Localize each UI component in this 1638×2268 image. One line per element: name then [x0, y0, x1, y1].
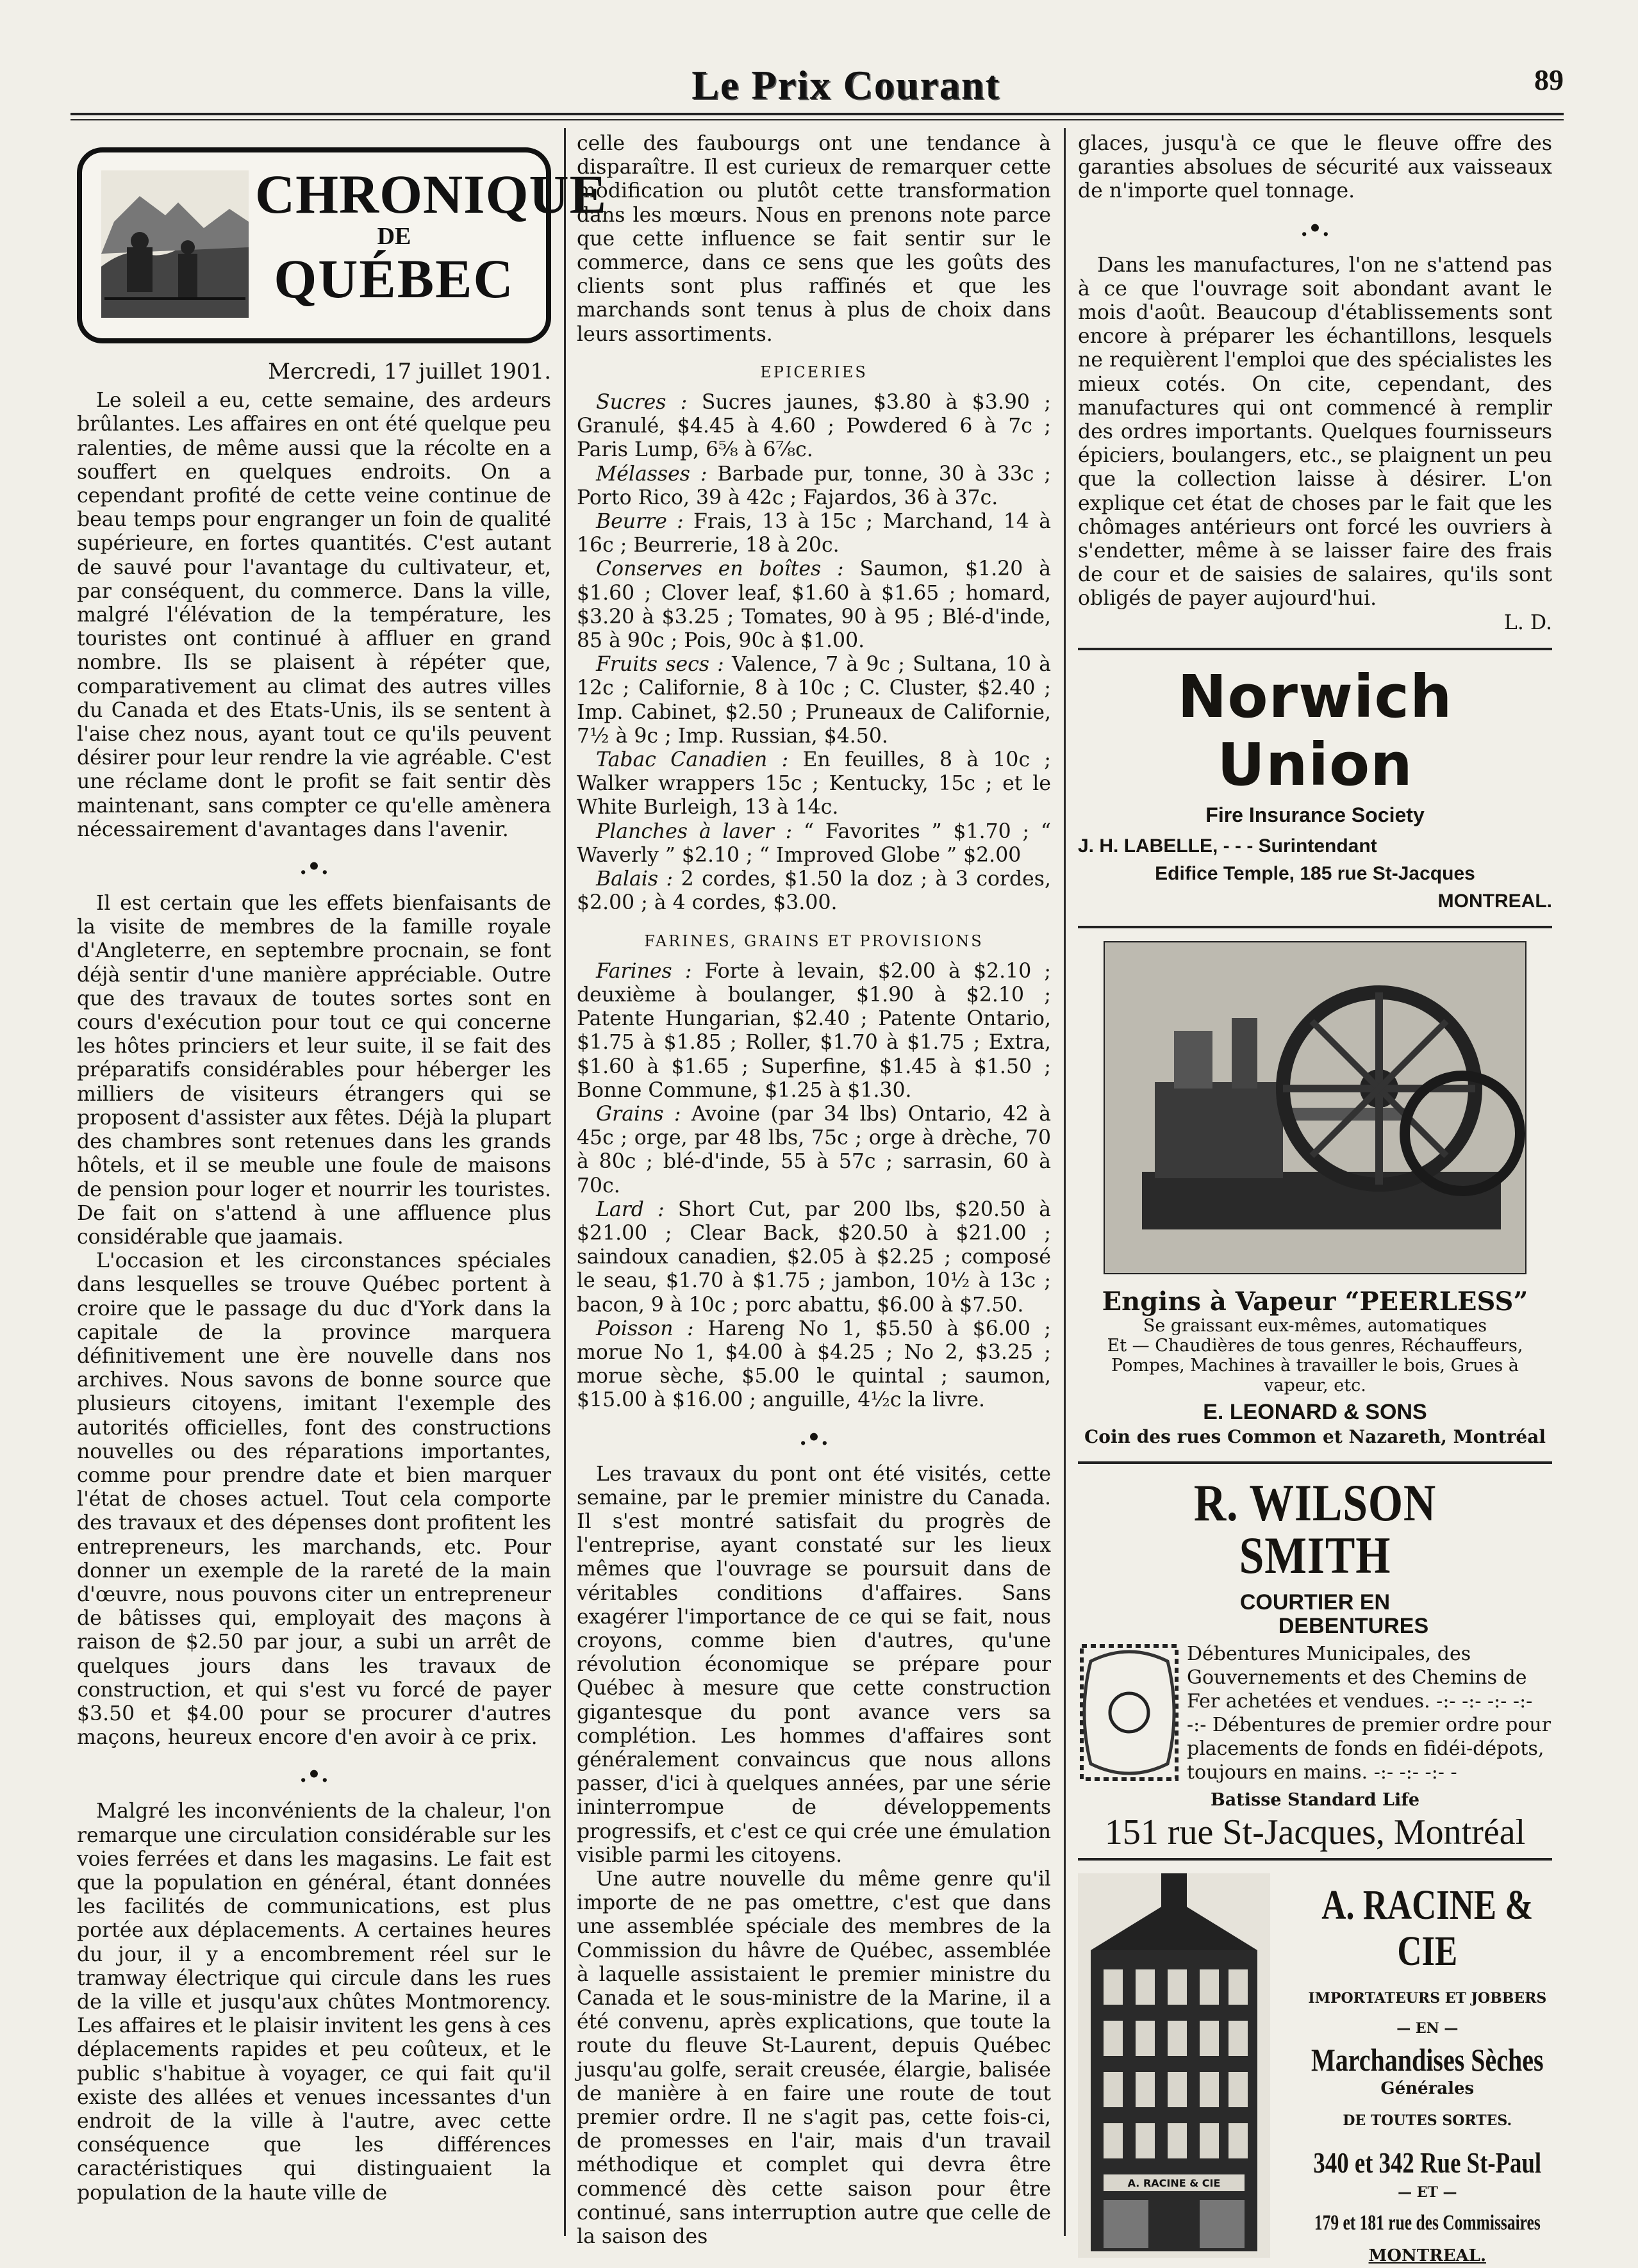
price-entry: Lard : Short Cut, par 200 lbs, $20.50 à $21.00 ; Clear Back, $20.50 à $21.00 ; saindoux canadien, $2.05 à $2.25 ; composé le seau, $1.70 à $1.75 ; jambon, 10½ à 13c ; bacon, 9 à 10c ; porc abattu, $6.00 à $7.50. [577, 1197, 1051, 1317]
price-entry: Planches à laver : “ Favorites ” $1.70 ; “ Waverly ” $2.10 ; “ Improved Globe ” $2.00 [577, 819, 1051, 867]
price-entry: Beurre : Frais, 13 à 15c ; Marchand, 14 à 16c ; Beurrerie, 18 à 20c. [577, 510, 1051, 557]
paragraph: Malgré les inconvénients de la chaleur, l'on remarque une circulation considérable sur les voies ferrées et dans les magasins. Le fait est que la population en général, étant données les facilités de communications, est plus portée aux déplacements. A certaines heures du jour, il y a encombrement réel sur le tramway électrique qui circule dans les rues de la ville et jusqu'aux chûtes Montmorency. Les affaires et le plaisir invitent les gens à ces déplacements rapides et peu coûteux, et le public s'habitue à voyager, ce qui fait qu'il existe des allées et venues incessantes d'un endroit de la ville à l'autre, avec cette conséquence que les différences caractéristiques qui distinguaient la population de la haute ville de [77, 1800, 551, 2205]
price-entry: Mélasses : Barbade pur, tonne, 30 à 33c ; Porto Rico, 39 à 42c ; Fajardos, 36 à 37c. [577, 462, 1051, 509]
building-sign: A. RACINE & CIE [1127, 2176, 1221, 2189]
page-header [70, 56, 1564, 108]
column-2 [577, 132, 1051, 2249]
section-heading-farines: FARINES, GRAINS ET PROVISIONS [644, 932, 984, 950]
section-heading-epiceries: EPICERIES [760, 363, 868, 381]
section-divider: .•. [299, 1762, 329, 1788]
ad-norwich-union [1078, 663, 1552, 913]
ad-address: Coin des rues Common et Nazareth, Montréal [1084, 1426, 1546, 1447]
ad-separator [1078, 1461, 1552, 1464]
ad-line: Se graissant eux-mêmes, automatiques [1143, 1316, 1487, 1336]
chronique-banner [77, 147, 607, 343]
ad-separator [1078, 926, 1552, 928]
chronique-title-line2: DE [377, 223, 411, 250]
paragraph: Les travaux du pont ont été visités, cette semaine, par le premier ministre du Canada. Il s'est montré satisfait du progrès de l'entreprise, ayant constaté sur les lieux mêmes que l'ouvrage se poursuit dans de véritables conditions d'affaires. Sans exagérer l'importance de ce qui se fait, nous croyons, comme bien d'autres, qu'une révolution économique se prépare pour Québec à mesure que cette construction gigantesque du pont avance vers sa complétion. Les hommes d'affaires sont généralement convaincus que nous allons passer, d'ici à quelques années, par une série ininterrompue de développements progressifs, et c'est ce qui crée une émulation visible parmi les citoyens. [577, 1462, 1051, 1867]
ad-line: Marchandises Sèches [1311, 2042, 1544, 2078]
price-entry: Tabac Canadien : En feuilles, 8 à 10c ; Walker wrappers 15c ; Kentucky, 15c ; et le White Burleigh, 13 à 14c. [577, 748, 1052, 819]
ad-title: A. RACINE & CIE [1321, 1881, 1534, 1975]
paragraph: Le soleil a eu, cette semaine, des ardeurs brûlantes. Les affaires en ont été quelque peu ralenties, de même aussi que la récolte en a souffert en quelques endroits. On a cependant profité de cette veine continue de beau temps pour engranger un foin de qualité supérieure, en fortes quantités. C'est autant de sauvé pour l'avantage du cultivateur, et, par conséquent, du commerce. Dans la ville, malgré l'élévation de la température, les touristes ont continué à affluer en grand nombre. Ils se plaisent à répéter que, comparativement au climat des autres villes du Canada et des Etats-Unis, ils se sentent à l'aise chez nous, ayant tout ce qu'ils peuvent désirer pour leur rendre la vie agréable. C'est une réclame dont le profit se fait sentir dès maintenant, sans compter ce qu'elle amènera nécessairement d'avantages dans l'avenir. [77, 389, 551, 841]
ad-title: Norwich Union [1177, 662, 1453, 799]
ad-body: Débentures Municipales, des Gouvernements et des Chemins de Fer achetées et vendues. -:- -:- -:- -:- -:- Débentures de premier ordre pour placements de fonds en fidéi-dépots, toujours en mains. -:- -:- -:- - [1187, 1643, 1551, 1784]
price-entry: Balais : 2 cordes, $1.50 la doz ; à 3 cordes, $2.00 ; à 4 cordes, $3.00. [577, 867, 1051, 915]
article-date: Mercredi, 17 juillet 1901. [268, 359, 551, 384]
price-entry: Farines : Forte à levain, $2.00 à $2.10 ; deuxième à boulanger, $1.90 à $2.10 ; Patente Hungarian, $2.40 ; Patente Ontario, $1.75 à $1.85 ; Roller, $1.70 à $1.75 ; Extra, $1.60 à $1.65 ; Superfine, $1.45 à $1.50 ; Bonne Commune, $1.25 à $1.30. [577, 959, 1051, 1102]
ad-title: R. WILSON SMITH [1193, 1473, 1437, 1584]
quebec-illustration [101, 170, 249, 318]
ad-company: E. LEONARD & SONS [1203, 1400, 1427, 1425]
paragraph: Une autre nouvelle du même genre qu'il importe de ne pas omettre, c'est que dans une assemblée spéciale des membres de la Commission du hâvre de Québec, assemblée à laquelle assistaient le premier ministre du Canada et le sous-ministre de la Marine, il a été convenu, après explications, que toute la route du fleuve St-Laurent, depuis Québec jusqu'au golfe, serait creusée, élargie, balisée de manière à en faire une route de tout premier ordre. Il ne s'agit pas, cette fois-ci, de promesses en l'air, mais d'un travail méthodique et complet qui devra être commencé dès cette saison pour être continué, sans interruption autre que celle de la saison des [577, 1868, 1051, 2249]
ad-title: Engins à Vapeur “PEERLESS” [1102, 1286, 1528, 1317]
section-divider: .•. [1300, 215, 1330, 242]
chronique-title-line3: QUÉBEC [274, 248, 515, 309]
ornament-icon [1078, 1642, 1180, 1783]
price-entry: Fruits secs : Valence, 7 à 9c ; Sultana, 10 à 12c ; Californie, 8 à 10c ; C. Cluster, $2.40 ; Imp. Cabinet, $2.50 ; Pruneaux de Californie, 7½ à 9c ; Imp. Russian, $4.50. [577, 653, 1052, 748]
masthead: Le Prix Courant [691, 62, 1000, 108]
ad-line: — ET — [1398, 2184, 1457, 2201]
paragraph: Il est certain que les effets bienfaisants de la visite de membres de la famille royale d'Angleterre, en septembre procnain, se font déjà sentir d'une manière appréciable. Outre que des travaux de toutes sortes sont en cours d'exécution pour tout ce qui concerne les hôtes princiers et leur suite, il se fait des préparatifs considérables pour héberger les milliers de visiteurs étrangers qui se proposent d'assister aux fêtes. Déjà la plupart des chambres sont retenues dans les grands hôtels, et il se meuble une foule de maisons de pension pour loger et nourrir les touristes. De fait on s'attend à une affluence plus considérable que jaamais. [77, 892, 551, 1249]
paragraph: Dans les manufactures, l'on ne s'attend pas à ce que l'ouvrage soit abondant avant le mois d'août. Beaucoup d'établissements sont encore à préparer les échantillons, lesquels ne requièrent l'emploi que des spécialistes les mieux cotés. On cite, cependant, des manufactures qui ont commencé à remplir des ordres importants. Quelques fournisseurs épiciers, boulangers, etc., se plaignent un peu que la collection laisse à désirer. L'on explique cet état de choses par le fait que les chômages antérieurs ont forcé les ouvriers à s'endetter, même à se laisser faire des frais de cour et de saisies de salaires, qu'ils sont obligés de payer aujourd'hui. [1078, 253, 1552, 611]
ad-line: DE TOUTES SORTES. [1343, 2112, 1512, 2129]
column-separator [564, 128, 566, 2236]
ad-line: Générales [1380, 2079, 1475, 2099]
ad-separator [1078, 648, 1552, 650]
chronique-title [255, 163, 607, 309]
ad-building: Batisse Standard Life [1210, 1790, 1420, 1811]
signature: L. D. [1503, 611, 1552, 634]
page-number: 89 [1534, 63, 1564, 96]
ad-line: MONTREAL. [1368, 2246, 1487, 2265]
price-entry: Poisson : Hareng No 1, $5.50 à $6.00 ; morue No 1, $4.00 à $4.25 ; No 2, $3.25 ; morue sèche, $5.00 le quintal ; saumon, $15.00 à $16.00 ; anguille, 4½c la livre. [577, 1317, 1051, 1412]
racine-building-illustration [1078, 1873, 1270, 2258]
steam-engine-illustration [1104, 941, 1526, 1274]
column-3 [1078, 132, 1552, 2268]
section-divider: .•. [799, 1424, 829, 1450]
paragraph: L'occasion et les circonstances spéciales dans lesquelles se trouve Québec portent à croire que le passage du duc d'York dans la capitale de la province marquera définitivement une ère nouvelle dans nos archives. Nous savons de bonne source que plusieurs citoyens, imitant l'exemple des autorités officielles, font des constructions nouvelles ou des réparations importantes, comme pour prendre date et bien marquer l'état de choses actuel. Tout cela comporte des travaux et des dépenses dont profitent les entrepreneurs, les marchands, etc. Pour donner un exemple de la rareté de la main d'œuvre, nous pouvons citer un entrepreneur de bâtisses qui, employait des maçons à raison de $2.50 par jour, a subi un arrêt de quelques jours dans les travaux de construction, et qui s'est vu forcé de payer $3.50 et $4.00 pour se procurer d'autres maçons, heureux encore d'en avoir à ce prix. [77, 1249, 551, 1750]
column-separator [1064, 128, 1066, 2236]
ad-peerless [1078, 941, 1552, 1449]
paragraph: glaces, jusqu'à ce que le fleuve offre des garanties absolues de sécurité aux vaisseaux de n'importe quel tonnage. [1078, 132, 1552, 203]
ad-line: Et — Chaudières de tous genres, Réchauffeurs, Pompes, Machines à travailler le bois, Grues à vapeur, etc. [1107, 1336, 1523, 1396]
ad-subtitle: DEBENTURES [1278, 1614, 1429, 1639]
ad-separator [1078, 1858, 1552, 1861]
ad-wilson-smith [1078, 1473, 1552, 1853]
ad-line: 340 et 342 Rue St-Paul [1313, 2146, 1542, 2179]
chronique-title-line1: CHRONIQUE [255, 163, 607, 225]
racine-text [1270, 1873, 1578, 2268]
ad-address: 151 rue St-Jacques, Montréal [1104, 1812, 1526, 1853]
ad-agent: J. H. LABELLE, - - - Surintendant [1078, 835, 1377, 857]
price-entry: Grains : Avoine (par 34 lbs) Ontario, 42 à 45c ; orge, par 48 lbs, 75c ; orge à drèche, 70 à 80c ; blé-d'inde, 55 à 57c ; sarrasin, 60 à 70c. [577, 1102, 1052, 1197]
ad-racine [1078, 1873, 1552, 2268]
header-rule [70, 113, 1564, 115]
column-1 [77, 132, 607, 2205]
header-rule-thin [70, 119, 1564, 120]
price-entry: Sucres : Sucres jaunes, $3.80 à $3.90 ; Granulé, $4.45 à 4.60 ; Powdered 6 à 7c ; Paris Lump, 6⅝ à 6⅞c. [577, 391, 1051, 462]
ad-subtitle: Fire Insurance Society [1205, 803, 1425, 827]
ad-address: Edifice Temple, 185 rue St-Jacques [1155, 862, 1475, 884]
ad-line: IMPORTATEURS ET JOBBERS [1308, 1989, 1547, 2007]
ad-body-row [1078, 1642, 1552, 1784]
paragraph: celle des faubourgs ont une tendance à disparaître. Il est curieux de remarquer cette modification ou plutôt cette transformation dans les mœurs. Nous en prenons note parce que cette influence se fait sentir sur le commerce, dans ce sens que les goûts des clients sont plus raffinés et que les marchands sont tenus à plus de choix dans leurs assortiments. [577, 132, 1051, 346]
ad-subtitle: COURTIER EN [1239, 1590, 1391, 1615]
ad-city: MONTREAL. [1437, 891, 1552, 912]
ad-line: — EN — [1396, 2020, 1459, 2037]
section-divider: .•. [299, 854, 329, 880]
ad-line: 179 et 181 rue des Commissaires [1314, 2211, 1541, 2235]
price-entry: Conserves en boîtes : Saumon, $1.20 à $1.60 ; Clover leaf, $1.60 à $1.65 ; homard, $3.20 à $3.25 ; Tomates, 90 à 95 ; Blé-d'inde, 85 à 90c ; Pois, 90c à $1.00. [577, 557, 1051, 653]
